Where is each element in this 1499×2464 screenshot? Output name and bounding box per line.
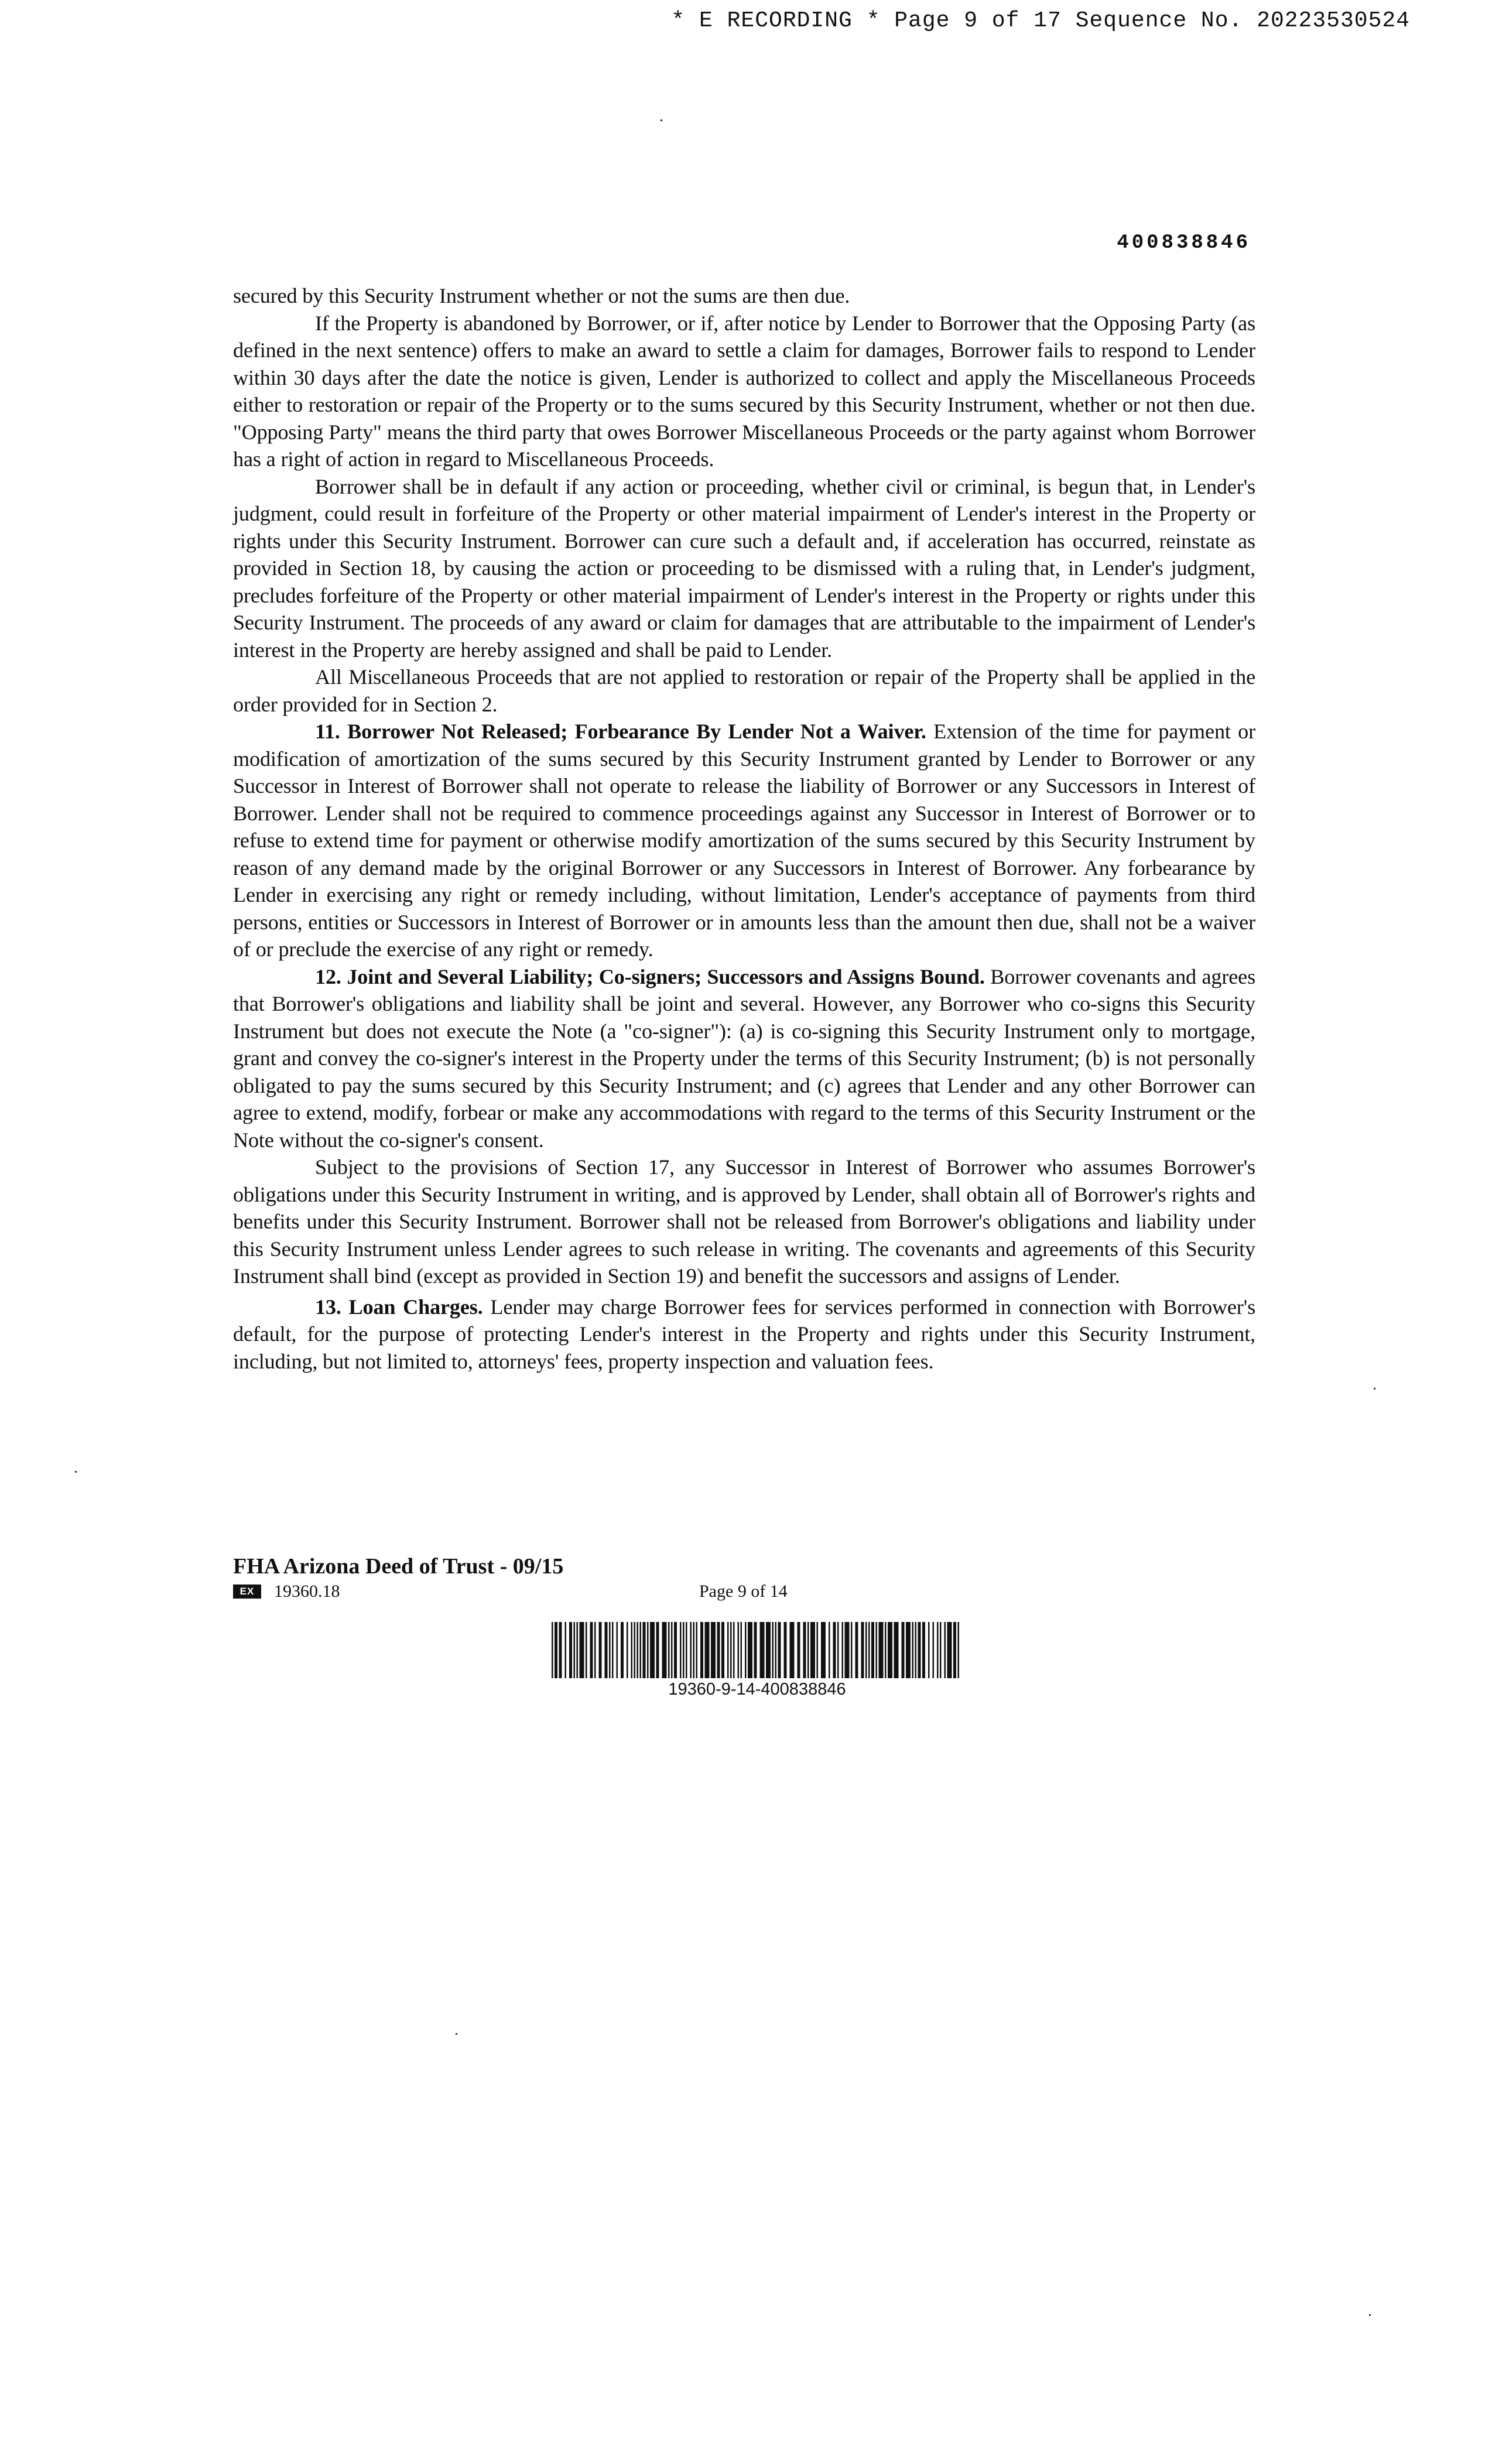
barcode-bar <box>940 1622 942 1678</box>
barcode-bar <box>647 1622 649 1678</box>
barcode-bar <box>668 1622 670 1678</box>
barcode-bar <box>784 1622 787 1678</box>
barcode-bar <box>760 1622 765 1678</box>
barcode-bar <box>868 1622 870 1678</box>
barcode-bar <box>621 1622 624 1678</box>
barcode-bar <box>634 1622 636 1678</box>
barcode-bar <box>915 1622 917 1678</box>
barcode-bar <box>937 1622 939 1678</box>
section-11 <box>233 718 1255 963</box>
barcode-bar <box>871 1622 874 1678</box>
barcode-bar <box>810 1622 815 1678</box>
barcode-bar <box>918 1622 921 1678</box>
barcode-bar <box>627 1622 628 1678</box>
barcode-bar <box>690 1622 692 1678</box>
barcode-bar <box>717 1622 720 1678</box>
barcode-bar <box>845 1622 850 1678</box>
barcode-bar <box>928 1622 930 1678</box>
paragraph-continuation: secured by this Security Instrument whether or not the sums are then due. <box>233 284 850 307</box>
barcode-bar <box>778 1622 781 1678</box>
barcode-bar <box>798 1622 800 1678</box>
barcode-bar <box>821 1622 826 1678</box>
barcode-bar <box>772 1622 774 1678</box>
barcode-bar <box>640 1622 642 1678</box>
form-title: FHA Arizona Deed of Trust - 09/15 <box>233 1554 564 1579</box>
barcode-bar <box>683 1622 685 1678</box>
barcode-bar <box>842 1622 844 1678</box>
section-12 <box>233 963 1255 1154</box>
barcode-bar <box>829 1622 830 1678</box>
barcode-bar <box>885 1622 887 1678</box>
barcode-caption: 19360-9-14-400838846 <box>668 1680 846 1699</box>
scan-speck <box>75 1471 77 1473</box>
barcode-bar <box>754 1622 757 1678</box>
paragraph-successors: Subject to the provisions of Section 17, any Successor in Interest of Borrower who assumes Borrower's obligations under this Security Instrument in writing, and is approved by Lender, shall obtain all of Borrower's rights and benefits under this Security Instrument. Borrower shall not be released from Borrower's obligations and liability under this Security Instrument unless Lender agrees to such release in writing. The covenants and agreements of this Security Instrument shall bind (except as provided in Section 19) and benefit the successors and assigns of Lender. <box>233 1155 1255 1288</box>
barcode-bar <box>590 1622 593 1678</box>
paragraph-default-action: Borrower shall be in default if any action or proceeding, whether civil or criminal, is begun that, in Lender's judgment, could result in forfeiture of the Property or other material impairment of Lender's interest in the Property or rights under this Security Instrument. Borrower can cure such a default and, if acceleration has occurred, reinstate as provided in Section 18, by causing the action or proceeding to be dismissed with a ruling that, in Lender's judgment, precludes forfeiture of the Property or other material impairment of Lender's interest in the Property or rights under this Security Instrument. The proceeds of any award or claim for damages that are attributable to the impairment of Lender's interest in the Property are hereby assigned and shall be paid to Lender. <box>233 474 1255 662</box>
form-number: 19360.18 <box>274 1582 340 1601</box>
barcode-bar <box>865 1622 867 1678</box>
barcode-bar <box>711 1622 716 1678</box>
barcode-bar <box>766 1622 771 1678</box>
barcode-bar <box>833 1622 836 1678</box>
recording-header: * E RECORDING * Page 9 of 17 Sequence No. 20223530524 <box>671 8 1410 33</box>
barcode-bar <box>855 1622 858 1678</box>
barcode-bar <box>705 1622 710 1678</box>
barcode-bar <box>696 1622 698 1678</box>
barcode-bar <box>933 1622 935 1678</box>
barcode-bar <box>686 1622 687 1678</box>
scan-speck <box>456 2033 457 2035</box>
barcode-bar <box>577 1622 579 1678</box>
barcode-bar <box>906 1622 911 1678</box>
barcode-bar <box>609 1622 611 1678</box>
barcode-bar <box>555 1622 557 1678</box>
barcode-bar <box>741 1622 742 1678</box>
barcode-bar <box>662 1622 667 1678</box>
barcode-bar <box>837 1622 839 1678</box>
barcode-bar <box>947 1622 952 1678</box>
barcode-bar <box>902 1622 905 1678</box>
barcode-bar <box>565 1622 567 1678</box>
barcode-bar <box>700 1622 703 1678</box>
page-indicator: Page 9 of 14 <box>699 1582 788 1601</box>
barcode-bar <box>817 1622 819 1678</box>
barcode-bar <box>775 1622 777 1678</box>
barcode-bar <box>894 1622 899 1678</box>
barcode-bar <box>730 1622 732 1678</box>
footer-row <box>233 1580 1255 1603</box>
barcode-bar <box>569 1622 572 1678</box>
barcode-bar <box>944 1622 946 1678</box>
section-13 <box>233 1293 1255 1375</box>
barcode-bar <box>803 1622 806 1678</box>
barcode-bar <box>612 1622 614 1678</box>
paragraph-misc-proceeds: All Miscellaneous Proceeds that are not applied to restoration or repair of the Property shall be applied in the order provided for in Section 2. <box>233 665 1255 716</box>
barcode-bar <box>745 1622 747 1678</box>
section-11-heading: 11. Borrower Not Released; Forbearance By Lender Not a Waiver. <box>315 720 926 743</box>
barcode-bar <box>733 1622 735 1678</box>
barcode-bar <box>574 1622 576 1678</box>
barcode-bar <box>727 1622 729 1678</box>
barcode-bar <box>912 1622 914 1678</box>
loan-number: 400838846 <box>1117 232 1251 254</box>
barcode-bar <box>748 1622 752 1678</box>
section-11-body: Extension of the time for payment or modification of amortization of the sums secured by this Security Instrument granted by Lender to Borrower or any Successor in Interest of Borrower shall not operate to release the liability of Borrower or any Successors in Interest of Borrower. Lender shall not be required to commence proceedings against any Successor in Interest of Borrower or to refuse to extend time for payment or otherwise modify amortization of the sums secured by this Security Instrument by reason of any demand made by the original Borrower or any Successors in Interest of Borrower. Any forbearance by Lender in exercising any right or remedy including, without limitation, Lender's acceptance of payments from third persons, entities or Successors in Interest of Borrower or in amounts less than the amount then due, shall not be a waiver of or preclude the exercise of any right or remedy. <box>233 720 1255 961</box>
barcode-bar <box>738 1622 740 1678</box>
barcode-bar <box>671 1622 673 1678</box>
barcode-bar <box>580 1622 584 1678</box>
barcode-bar <box>594 1622 596 1678</box>
scan-speck <box>660 119 662 121</box>
barcode-bar <box>922 1622 925 1678</box>
barcode-bar <box>953 1622 956 1678</box>
document-body <box>233 282 1255 1375</box>
barcode-bar <box>693 1622 695 1678</box>
barcode-bar <box>790 1622 795 1678</box>
barcode-bar <box>888 1622 892 1678</box>
section-12-body: Borrower covenants and agrees that Borrower's obligations and liability shall be joint and several. However, any Borrower who co-signs this Security Instrument but does not execute the Note (a "co-signer"): (a) is co-signing this Security Instrument only to mortgage, grant and convey the co-signer's interest in the Property under the terms of this Security Instrument; (b) is not personally obligated to pay the sums secured by this Security Instrument; and (c) agrees that Lender and any other Borrower can agree to extend, modify, forbear or make any accommodations with regard to the terms of this Security Instrument or the Note without the co-signer's consent. <box>233 964 1256 1152</box>
section-13-heading: 13. Loan Charges. <box>315 1295 483 1319</box>
barcode-bar <box>559 1622 562 1678</box>
scan-speck <box>1374 1388 1375 1390</box>
barcode-bar <box>879 1622 884 1678</box>
barcode-bar <box>637 1622 639 1678</box>
barcode-bar <box>958 1622 960 1678</box>
section-12-heading: 12. Joint and Several Liability; Co-signers; Successors and Assigns Bound. <box>315 964 985 988</box>
barcode-bar <box>631 1622 633 1678</box>
barcode-bar <box>656 1622 659 1678</box>
barcode-bar <box>617 1622 618 1678</box>
barcode-bar <box>807 1622 809 1678</box>
barcode-bar <box>650 1622 655 1678</box>
barcode-bar <box>586 1622 587 1678</box>
barcode-bar <box>643 1622 646 1678</box>
page-footer <box>233 1553 1255 1603</box>
barcode-block <box>549 1622 965 1699</box>
barcode-bar <box>599 1622 602 1678</box>
barcode-bar <box>552 1622 553 1678</box>
scan-speck <box>1369 2314 1371 2316</box>
section-13-body: Lender may charge Borrower fees for services performed in connection with Borrower's default, for the purpose of protecting Lender's interest in the Property and rights under this Security Instrument, including, but not limited to, attorneys' fees, property inspection and valuation fees. <box>233 1295 1255 1373</box>
barcode-image <box>549 1622 965 1678</box>
barcode-bar <box>861 1622 864 1678</box>
barcode-bar <box>674 1622 677 1678</box>
barcode-bar <box>605 1622 608 1678</box>
barcode-bar <box>721 1622 724 1678</box>
barcode-bar <box>851 1622 853 1678</box>
form-logo-badge: EX <box>233 1585 261 1599</box>
paragraph-abandoned-property: If the Property is abandoned by Borrower, or if, after notice by Lender to Borrower that the Opposing Party (as defined in the next sentence) offers to make an award to settle a claim for damages, Borrower fails to respond to Lender within 30 days after the date the notice is given, Lender is authorized to collect and apply the Miscellaneous Proceeds either to restoration or repair of the Property or to the sums secured by this Security Instrument, whether or not then due. "Opposing Party" means the third party that owes Borrower Miscellaneous Proceeds or the party against whom Borrower has a right of action in regard to Miscellaneous Proceeds. <box>233 311 1255 471</box>
barcode-bar <box>876 1622 878 1678</box>
barcode-bar <box>680 1622 682 1678</box>
